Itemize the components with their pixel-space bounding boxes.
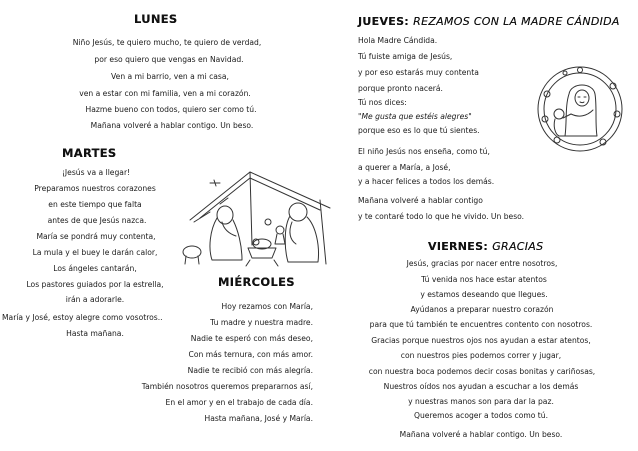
lunes-line: Ven a mi barrio, ven a mi casa, [111, 72, 229, 81]
martes-line: en este tiempo que falta [48, 200, 142, 209]
martes-line: irán a adorarle. [65, 295, 125, 304]
martes-line: ¡Jesús va a llegar! [61, 168, 131, 177]
viernes-line: Jesús, gracias por nacer entre nosotros, [406, 259, 558, 268]
viernes-heading-subtitle: GRACIAS [492, 240, 544, 253]
miercoles-heading: MIÉRCOLES [218, 275, 295, 289]
martes-line: Los ángeles cantarán, [53, 264, 137, 273]
martes-line: Los pastores guiados por la estrella, [26, 280, 164, 289]
viernes-line: y estamos deseando que llegues. [420, 290, 548, 299]
jueves-heading-subtitle: REZAMOS CON LA MADRE CÁNDIDA [413, 15, 620, 28]
viernes-line: para que tú también te encuentres contento con nosotros. [369, 320, 593, 329]
martes-line: María se pondrá muy contenta, [36, 232, 156, 241]
jueves-line: Tú fuiste amiga de Jesús, [358, 52, 453, 61]
viernes-line: Ayúdanos a preparar nuestro corazón [410, 305, 554, 314]
lunes-line: Hazme bueno con todos, quiero ser como tú. [85, 105, 257, 114]
miercoles-line: Nadie te esperó con más deseo, [190, 334, 313, 343]
jueves-line: Tú nos dices: [358, 98, 407, 107]
miercoles-line: Nadie te recibió con más alegría. [187, 366, 313, 375]
miercoles-line: En el amor y en el trabajo de cada día. [165, 398, 313, 407]
jueves-line: y por eso estarás muy contenta [358, 68, 479, 77]
jueves-line: Hola Madre Cándida. [358, 36, 438, 45]
madre-candida-portrait-drawing [535, 64, 625, 154]
martes-heading: MARTES [62, 146, 117, 160]
viernes-line: y nuestras manos son para dar la paz. [408, 397, 554, 406]
jueves-line: y te contaré todo lo que he vivido. Un beso. [358, 212, 525, 221]
jueves-heading [358, 15, 620, 28]
viernes-line: Nuestros oídos nos ayudan a escuchar a los demás [383, 382, 579, 391]
viernes-line: Tú venida nos hace estar atentos [421, 275, 547, 284]
martes-line: La mula y el buey le darán calor, [32, 248, 158, 257]
miercoles-line: También nosotros queremos prepararnos así, [141, 382, 313, 391]
miercoles-line: Hoy rezamos con María, [221, 302, 313, 311]
martes-line: antes de que Jesús nazca. [47, 216, 147, 225]
miercoles-line: Hasta mañana, José y María. [204, 414, 313, 423]
miercoles-line: Tu madre y nuestra madre. [210, 318, 313, 327]
jueves-line: El niño Jesús nos enseña, como tú, [358, 147, 490, 156]
martes-line: Hasta mañana. [66, 329, 124, 338]
viernes-line: con nuestros pies podemos correr y jugar, [400, 351, 562, 360]
jueves-heading-day: JUEVES: [358, 15, 409, 28]
jueves-quote: "Me gusta que estéis alegres" [358, 112, 472, 121]
viernes-line: Queremos acoger a todos como tú. [413, 411, 549, 420]
viernes-line: con nuestra boca podemos decir cosas bonitas y cariñosas, [368, 367, 596, 376]
miercoles-line: Con más ternura, con más amor. [188, 350, 313, 359]
jueves-line: y a hacer felices a todos los demás. [358, 177, 495, 186]
jueves-line: porque pronto nacerá. [358, 84, 443, 93]
jueves-line: a querer a María, a José, [358, 163, 451, 172]
lunes-line: ven a estar con mi familia, ven a mi corazón. [79, 89, 251, 98]
viernes-line: Gracias porque nuestros ojos nos ayudan a estar atentos, [371, 336, 591, 345]
lunes-line: Mañana volveré a hablar contigo. Un beso. [90, 121, 254, 130]
viernes-heading-day: VIERNES: [428, 240, 489, 253]
viernes-heading [428, 240, 543, 253]
jueves-line: porque eso es lo que tú sientes. [358, 126, 480, 135]
martes-line: María y José, estoy alegre como vosotros.. [2, 313, 163, 322]
lunes-heading: LUNES [134, 12, 178, 26]
lunes-line: por eso quiero que vengas en Navidad. [94, 55, 244, 64]
martes-line: Preparamos nuestros corazones [34, 184, 156, 193]
lunes-line: Niño Jesús, te quiero mucho, te quiero de verdad, [72, 38, 262, 47]
jueves-line: Mañana volveré a hablar contigo [358, 196, 483, 205]
viernes-line: Mañana volveré a hablar contigo. Un beso. [399, 430, 563, 439]
nativity-scene-drawing [180, 160, 340, 270]
